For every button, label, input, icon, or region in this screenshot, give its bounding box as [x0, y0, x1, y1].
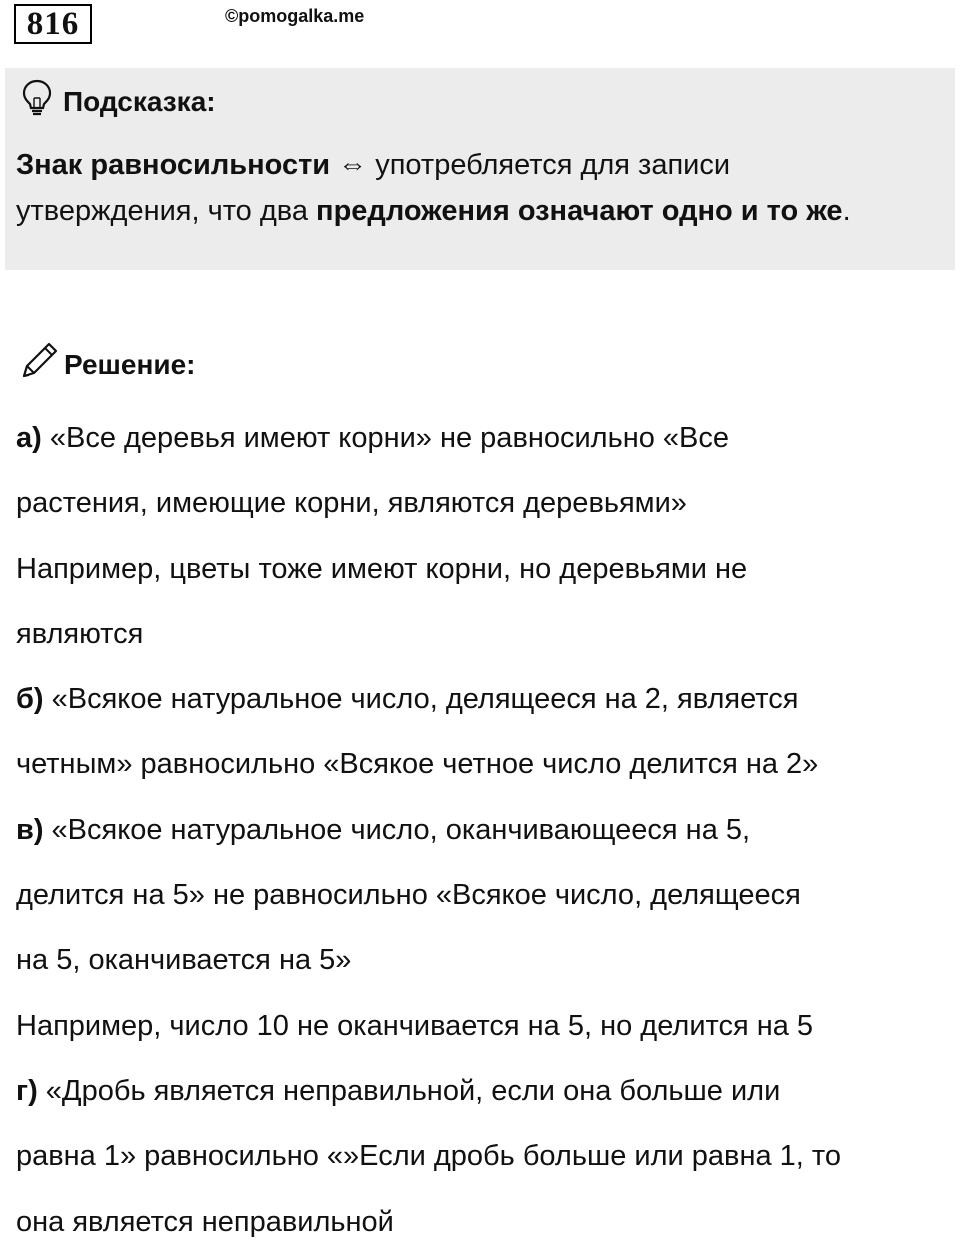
hint-text	[16, 142, 951, 234]
site-watermark: ©pomogalka.me	[225, 6, 365, 26]
solution-line	[16, 471, 946, 536]
line-text: на 5, оканчивается на 5»	[16, 944, 352, 977]
line-text: «Дробь является неправильной, если она больше или	[37, 1074, 781, 1107]
hint-bold-2: предложения означают одно и то же	[316, 195, 843, 227]
line-text: Например, число 10 не оканчивается на 5, но делится на 5	[16, 1009, 814, 1042]
line-text: «Всякое натуральное число, делящееся на 2, является	[43, 683, 799, 716]
line-text: Например, цветы тоже имеют корни, но деревьями не	[16, 552, 748, 585]
hint-line-1	[16, 142, 951, 188]
line-text: четным» равносильно «Всякое четное число делится на 2»	[16, 748, 819, 781]
hint-panel	[5, 68, 955, 270]
solution-line	[16, 1190, 946, 1255]
line-text: равна 1» равносильно «»Если дробь больше или равна 1, то	[16, 1140, 841, 1173]
solution-title: Решение:	[64, 348, 196, 380]
hint-title: Подсказка:	[63, 85, 216, 117]
solution-header	[18, 340, 195, 389]
solution-line	[16, 537, 946, 602]
hint-header	[21, 78, 216, 125]
solution-body	[16, 406, 946, 1255]
solution-line	[16, 602, 946, 667]
solution-line	[16, 863, 946, 928]
hint-line-2	[16, 188, 951, 234]
lightbulb-icon	[21, 78, 63, 125]
solution-line	[16, 798, 946, 863]
solution-line	[16, 732, 946, 797]
pencil-icon	[18, 340, 64, 389]
item-label: б)	[16, 683, 44, 716]
task-number: 816	[14, 4, 92, 44]
solution-line	[16, 928, 946, 993]
line-text: «Все деревья имеют корни» не равносильно «Все	[41, 422, 730, 454]
solution-line	[16, 406, 946, 471]
hint-rest-1: употребляется для записи	[367, 149, 731, 181]
line-text: она является неправильной	[16, 1205, 394, 1238]
line-text: растения, имеющие корни, являются деревьями»	[16, 487, 687, 520]
hint-start-2: утверждения, что два	[16, 195, 317, 227]
line-text: делится на 5» не равносильно «Всякое число, делящееся	[16, 879, 801, 912]
item-label: г)	[16, 1074, 38, 1107]
item-label: а)	[16, 422, 42, 454]
hint-end-2: .	[842, 195, 851, 227]
line-text: «Всякое натуральное число, оканчивающееся на 5,	[43, 813, 751, 846]
line-text: являются	[16, 617, 144, 650]
solution-line	[16, 667, 946, 732]
solution-line	[16, 1124, 946, 1189]
item-label: в)	[16, 813, 44, 846]
solution-line	[16, 994, 946, 1059]
solution-line	[16, 1059, 946, 1124]
hint-bold-1: Знак равносильности ⇔	[16, 149, 368, 181]
